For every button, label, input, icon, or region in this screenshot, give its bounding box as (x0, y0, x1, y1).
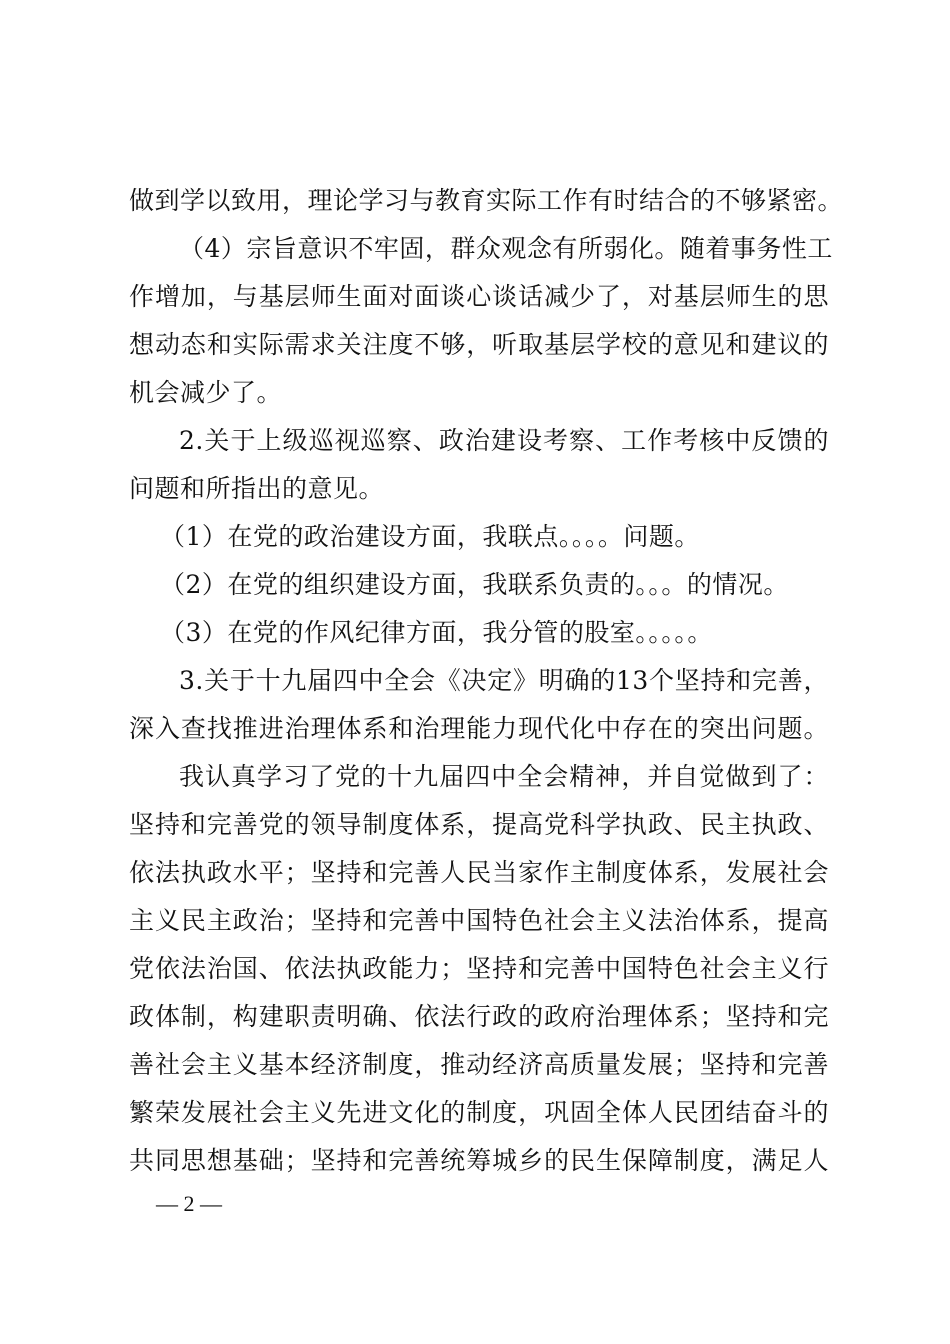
list-item: （1）在党的政治建设方面，我联点。。。。问题。 (160, 522, 700, 551)
body-text-line: 坚持和完善党的领导制度体系，提高党科学执政、民主执政、 (129, 810, 829, 839)
body-text-line: 繁荣发展社会主义先进文化的制度，巩固全体人民团结奋斗的 (129, 1098, 829, 1127)
body-text-line: 主义民主政治；坚持和完善中国特色社会主义法治体系，提高 (129, 906, 829, 935)
list-item: （3）在党的作风纪律方面，我分管的股室。。。。。 (160, 618, 713, 647)
section-heading-line: 3.关于十九届四中全会《决定》明确的13个坚持和完善， (179, 666, 829, 695)
body-text-line: 机会减少了。 (129, 378, 283, 407)
body-text-line: 依法执政水平；坚持和完善人民当家作主制度体系，发展社会 (129, 858, 829, 887)
body-text-line: 作增加，与基层师生面对面谈心谈话减少了，对基层师生的思 (129, 282, 829, 311)
body-text-line: 做到学以致用，理论学习与教育实际工作有时结合的不够紧密。 (129, 186, 844, 215)
section-heading-line: 2.关于上级巡视巡察、政治建设考察、工作考核中反馈的 (179, 426, 829, 455)
body-text-line: 善社会主义基本经济制度，推动经济高质量发展；坚持和完善 (129, 1050, 829, 1079)
body-text-line: 党依法治国、依法执政能力；坚持和完善中国特色社会主义行 (129, 954, 829, 983)
section-heading-line: 深入查找推进治理体系和治理能力现代化中存在的突出问题。 (129, 714, 829, 743)
body-text-line: 我认真学习了党的十九届四中全会精神，并自觉做到了： (179, 762, 829, 791)
body-text-line: 想动态和实际需求关注度不够，听取基层学校的意见和建议的 (129, 330, 829, 359)
body-text-line: 共同思想基础；坚持和完善统筹城乡的民生保障制度，满足人 (129, 1146, 829, 1175)
list-item: （2）在党的组织建设方面，我联系负责的。。。的情况。 (160, 570, 789, 599)
page-number: — 2 — (156, 1191, 222, 1216)
body-text-line: 政体制，构建职责明确、依法行政的政府治理体系；坚持和完 (129, 1002, 829, 1031)
body-text-line: （4）宗旨意识不牢固，群众观念有所弱化。随着事务性工 (179, 234, 833, 263)
section-heading-line: 问题和所指出的意见。 (129, 474, 385, 503)
